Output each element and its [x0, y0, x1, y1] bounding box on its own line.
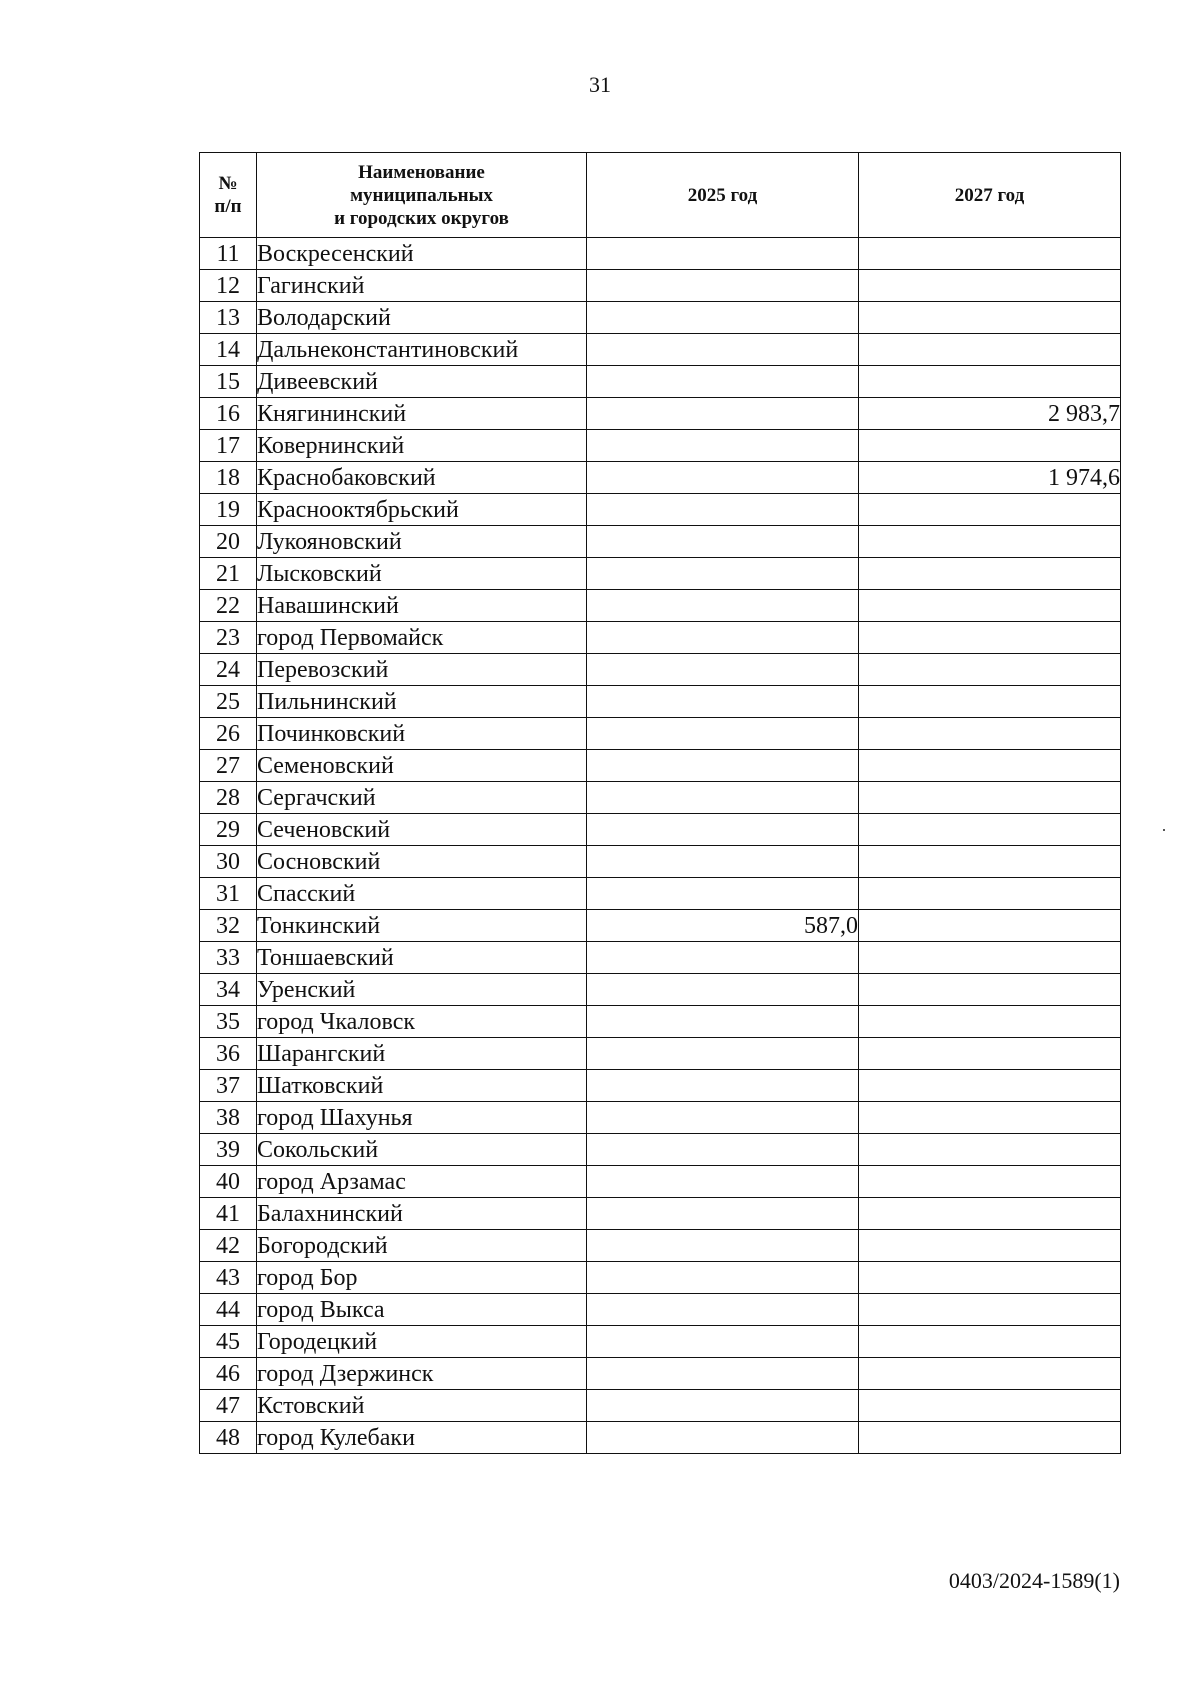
- table-row: [200, 590, 1121, 622]
- municipality-name-cell: Сеченовский: [257, 814, 587, 846]
- value-2025-cell: [587, 1070, 859, 1102]
- municipal-table: [199, 152, 1121, 1454]
- table-row: [200, 1166, 1121, 1198]
- municipality-name-cell: Навашинский: [257, 590, 587, 622]
- row-number-cell: 36: [200, 1038, 257, 1070]
- table-row: [200, 558, 1121, 590]
- municipality-name-cell: город Арзамас: [257, 1166, 587, 1198]
- row-number-cell: 45: [200, 1326, 257, 1358]
- municipality-name-cell: Княгининский: [257, 398, 587, 430]
- table-row: [200, 366, 1121, 398]
- table-row: [200, 494, 1121, 526]
- value-2025-cell: [587, 334, 859, 366]
- header-name: Наименование муниципальных и городских округов: [257, 153, 587, 238]
- municipality-name-cell: Краснооктябрьский: [257, 494, 587, 526]
- row-number-cell: 30: [200, 846, 257, 878]
- municipality-name-cell: Воскресенский: [257, 238, 587, 270]
- value-2027-cell: [859, 1390, 1121, 1422]
- table-row: [200, 302, 1121, 334]
- table-row: [200, 654, 1121, 686]
- municipality-name-cell: Богородский: [257, 1230, 587, 1262]
- value-2027-cell: [859, 1134, 1121, 1166]
- row-number-cell: 18: [200, 462, 257, 494]
- value-2027-cell: [859, 686, 1121, 718]
- value-2027-cell: [859, 270, 1121, 302]
- value-2027-cell: [859, 718, 1121, 750]
- value-2025-cell: [587, 782, 859, 814]
- table-row: [200, 814, 1121, 846]
- municipality-name-cell: Лысковский: [257, 558, 587, 590]
- table-row: [200, 782, 1121, 814]
- table-row: [200, 1326, 1121, 1358]
- value-2027-cell: [859, 590, 1121, 622]
- row-number-cell: 13: [200, 302, 257, 334]
- value-2025-cell: [587, 718, 859, 750]
- row-number-cell: 48: [200, 1422, 257, 1454]
- municipality-name-cell: Тонкинский: [257, 910, 587, 942]
- municipality-name-cell: Тоншаевский: [257, 942, 587, 974]
- value-2027-cell: [859, 1358, 1121, 1390]
- value-2025-cell: [587, 1006, 859, 1038]
- stray-mark: [1163, 829, 1165, 831]
- row-number-cell: 27: [200, 750, 257, 782]
- municipality-name-cell: Лукояновский: [257, 526, 587, 558]
- value-2027-cell: [859, 782, 1121, 814]
- table-row: [200, 750, 1121, 782]
- value-2025-cell: [587, 526, 859, 558]
- value-2027-cell: [859, 1102, 1121, 1134]
- table-row: [200, 1134, 1121, 1166]
- value-2027-cell: [859, 1262, 1121, 1294]
- value-2027-cell: [859, 910, 1121, 942]
- municipality-name-cell: Перевозский: [257, 654, 587, 686]
- value-2025-cell: [587, 430, 859, 462]
- table-row: [200, 1358, 1121, 1390]
- value-2027-cell: [859, 1294, 1121, 1326]
- municipality-name-cell: Дивеевский: [257, 366, 587, 398]
- value-2025-cell: [587, 1390, 859, 1422]
- table-row: [200, 1230, 1121, 1262]
- value-2025-cell: [587, 942, 859, 974]
- value-2027-cell: 1 974,6: [859, 462, 1121, 494]
- municipality-name-cell: Уренский: [257, 974, 587, 1006]
- value-2025-cell: [587, 1230, 859, 1262]
- value-2027-cell: [859, 654, 1121, 686]
- value-2025-cell: [587, 654, 859, 686]
- value-2027-cell: [859, 558, 1121, 590]
- row-number-cell: 46: [200, 1358, 257, 1390]
- value-2025-cell: [587, 1134, 859, 1166]
- value-2027-cell: [859, 1326, 1121, 1358]
- table-row: [200, 1390, 1121, 1422]
- row-number-cell: 29: [200, 814, 257, 846]
- value-2025-cell: [587, 974, 859, 1006]
- table-row: [200, 942, 1121, 974]
- table-row: [200, 1006, 1121, 1038]
- municipality-name-cell: Семеновский: [257, 750, 587, 782]
- row-number-cell: 14: [200, 334, 257, 366]
- row-number-cell: 47: [200, 1390, 257, 1422]
- table-body: [200, 238, 1121, 1454]
- row-number-cell: 11: [200, 238, 257, 270]
- table-row: [200, 398, 1121, 430]
- value-2027-cell: [859, 942, 1121, 974]
- row-number-cell: 28: [200, 782, 257, 814]
- row-number-cell: 15: [200, 366, 257, 398]
- table-row: [200, 878, 1121, 910]
- municipality-name-cell: город Выкса: [257, 1294, 587, 1326]
- value-2025-cell: [587, 302, 859, 334]
- value-2027-cell: [859, 1038, 1121, 1070]
- row-number-cell: 32: [200, 910, 257, 942]
- value-2027-cell: [859, 526, 1121, 558]
- row-number-cell: 22: [200, 590, 257, 622]
- value-2027-cell: [859, 1166, 1121, 1198]
- table-row: [200, 526, 1121, 558]
- table-row: [200, 1262, 1121, 1294]
- value-2025-cell: [587, 1422, 859, 1454]
- municipality-name-cell: Кстовский: [257, 1390, 587, 1422]
- value-2027-cell: [859, 366, 1121, 398]
- municipality-name-cell: Володарский: [257, 302, 587, 334]
- row-number-cell: 40: [200, 1166, 257, 1198]
- table-row: [200, 1422, 1121, 1454]
- value-2025-cell: [587, 238, 859, 270]
- table-row: [200, 430, 1121, 462]
- value-2027-cell: [859, 238, 1121, 270]
- municipality-name-cell: Гагинский: [257, 270, 587, 302]
- value-2027-cell: [859, 1006, 1121, 1038]
- municipality-name-cell: Сергачский: [257, 782, 587, 814]
- value-2025-cell: [587, 750, 859, 782]
- value-2025-cell: [587, 1038, 859, 1070]
- value-2025-cell: [587, 590, 859, 622]
- row-number-cell: 38: [200, 1102, 257, 1134]
- municipality-name-cell: Ковернинский: [257, 430, 587, 462]
- value-2025-cell: [587, 1198, 859, 1230]
- document-code: 0403/2024-1589(1): [948, 1568, 1120, 1593]
- value-2025-cell: [587, 398, 859, 430]
- municipality-name-cell: Краснобаковский: [257, 462, 587, 494]
- row-number-cell: 19: [200, 494, 257, 526]
- value-2025-cell: [587, 622, 859, 654]
- value-2025-cell: [587, 1102, 859, 1134]
- row-number-cell: 20: [200, 526, 257, 558]
- table-row: [200, 1102, 1121, 1134]
- table-row: [200, 974, 1121, 1006]
- value-2027-cell: [859, 622, 1121, 654]
- row-number-cell: 26: [200, 718, 257, 750]
- row-number-cell: 42: [200, 1230, 257, 1262]
- municipality-name-cell: Шарангский: [257, 1038, 587, 1070]
- row-number-cell: 33: [200, 942, 257, 974]
- municipality-name-cell: Сосновский: [257, 846, 587, 878]
- municipality-name-cell: Балахнинский: [257, 1198, 587, 1230]
- table-row: [200, 238, 1121, 270]
- value-2025-cell: [587, 878, 859, 910]
- row-number-cell: 43: [200, 1262, 257, 1294]
- value-2025-cell: [587, 494, 859, 526]
- table-row: [200, 270, 1121, 302]
- row-number-cell: 21: [200, 558, 257, 590]
- row-number-cell: 12: [200, 270, 257, 302]
- row-number-cell: 31: [200, 878, 257, 910]
- header-year-2027: 2027 год: [859, 153, 1121, 238]
- municipality-name-cell: Дальнеконстантиновский: [257, 334, 587, 366]
- municipality-name-cell: Городецкий: [257, 1326, 587, 1358]
- value-2025-cell: [587, 846, 859, 878]
- value-2027-cell: [859, 878, 1121, 910]
- value-2027-cell: [859, 302, 1121, 334]
- row-number-cell: 44: [200, 1294, 257, 1326]
- value-2027-cell: [859, 494, 1121, 526]
- value-2027-cell: [859, 430, 1121, 462]
- value-2027-cell: [859, 1070, 1121, 1102]
- value-2025-cell: [587, 462, 859, 494]
- page-number: 31: [589, 72, 611, 97]
- value-2025-cell: [587, 270, 859, 302]
- municipality-name-cell: город Бор: [257, 1262, 587, 1294]
- row-number-cell: 17: [200, 430, 257, 462]
- municipality-name-cell: город Чкаловск: [257, 1006, 587, 1038]
- value-2025-cell: [587, 686, 859, 718]
- table-row: [200, 846, 1121, 878]
- row-number-cell: 37: [200, 1070, 257, 1102]
- value-2025-cell: [587, 1294, 859, 1326]
- value-2025-cell: [587, 366, 859, 398]
- municipality-name-cell: город Шахунья: [257, 1102, 587, 1134]
- value-2027-cell: [859, 1230, 1121, 1262]
- row-number-cell: 34: [200, 974, 257, 1006]
- header-year-2025: 2025 год: [587, 153, 859, 238]
- value-2027-cell: [859, 974, 1121, 1006]
- row-number-cell: 23: [200, 622, 257, 654]
- row-number-cell: 35: [200, 1006, 257, 1038]
- table-row: [200, 622, 1121, 654]
- table-row: [200, 1294, 1121, 1326]
- municipality-name-cell: город Кулебаки: [257, 1422, 587, 1454]
- value-2025-cell: [587, 814, 859, 846]
- table-row: [200, 462, 1121, 494]
- table-row: [200, 334, 1121, 366]
- table-row: [200, 718, 1121, 750]
- value-2025-cell: 587,0: [587, 910, 859, 942]
- municipality-name-cell: Починковский: [257, 718, 587, 750]
- value-2027-cell: [859, 1422, 1121, 1454]
- table-row: [200, 1038, 1121, 1070]
- table-row: [200, 686, 1121, 718]
- value-2025-cell: [587, 558, 859, 590]
- table-row: [200, 1198, 1121, 1230]
- row-number-cell: 24: [200, 654, 257, 686]
- table-row: [200, 910, 1121, 942]
- value-2025-cell: [587, 1358, 859, 1390]
- municipality-name-cell: город Дзержинск: [257, 1358, 587, 1390]
- value-2025-cell: [587, 1262, 859, 1294]
- row-number-cell: 39: [200, 1134, 257, 1166]
- municipality-name-cell: Пильнинский: [257, 686, 587, 718]
- municipality-name-cell: Сокольский: [257, 1134, 587, 1166]
- municipality-name-cell: город Первомайск: [257, 622, 587, 654]
- table-row: [200, 1070, 1121, 1102]
- value-2027-cell: 2 983,7: [859, 398, 1121, 430]
- municipality-name-cell: Спасский: [257, 878, 587, 910]
- value-2027-cell: [859, 846, 1121, 878]
- value-2027-cell: [859, 750, 1121, 782]
- value-2027-cell: [859, 1198, 1121, 1230]
- header-num: № п/п: [200, 153, 257, 238]
- value-2027-cell: [859, 814, 1121, 846]
- value-2025-cell: [587, 1166, 859, 1198]
- value-2025-cell: [587, 1326, 859, 1358]
- table-header: [200, 153, 1121, 238]
- header-row: [200, 153, 1121, 238]
- row-number-cell: 16: [200, 398, 257, 430]
- municipality-name-cell: Шатковский: [257, 1070, 587, 1102]
- row-number-cell: 25: [200, 686, 257, 718]
- value-2027-cell: [859, 334, 1121, 366]
- row-number-cell: 41: [200, 1198, 257, 1230]
